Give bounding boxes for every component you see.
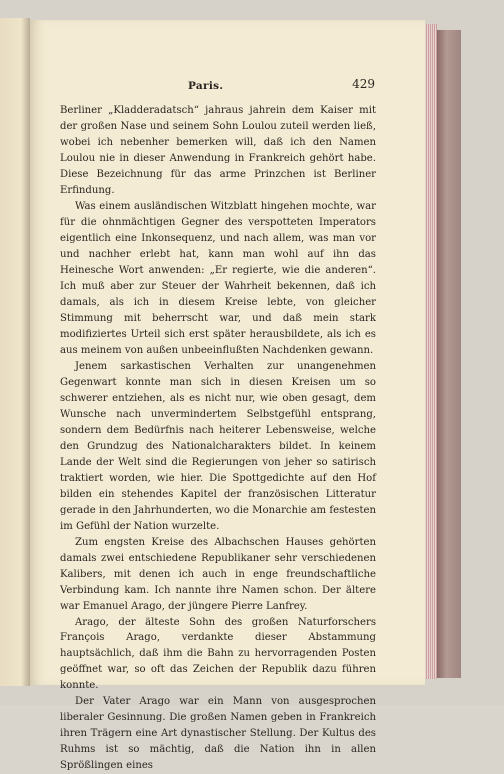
page-block-edge <box>425 24 437 679</box>
paragraph: Was einem ausländischen Witzblatt hingehen mochte, war für die ohnmächtigen Gegner des verspotteten Imperators eigentlich eine Inkonsequenz, und nach allem, was man vor und nachher erlebt hat, kann man wohl auf ihn das Heinesche Wort anwenden: „Er regierte, wie die anderen“. Ich muß aber zur Steuer der Wahrheit bekennen, daß ich damals, als ich in diesem Kreise lebte, von gleicher Stimmung mit beherrscht war, und daß mein stark modifiziertes Urteil sich erst später herausbildete, als ich es aus meinem von außen unbeeinflußten Nachdenken gewann. <box>60 200 376 356</box>
body-text <box>60 103 376 774</box>
facing-page-edge <box>0 18 30 686</box>
book-cover-edge <box>437 30 461 678</box>
paragraph: Berliner „Kladderadatsch“ jahraus jahrein dem Kaiser mit der großen Nase und seinem Sohn Loulou zuteil werden ließ, wobei ich nebenher bemerken will, daß ich den Namen Loulou nie in dieser Anwendung in Frankreich gehört habe. Diese Bezeichnung für das arme Prinzchen ist Berliner Erfindung. <box>60 105 376 196</box>
paragraph: Jenem sarkastischen Verhalten zur unangenehmen Gegenwart konnte man sich in diesen Kreisen um so schwerer entziehen, als es nicht nur, wie oben gesagt, dem Wunsche nach unvermindertem Selbstgefühl entsprang, sondern dem Bedürfnis nach heiterer Lebensweise, welche den Grundzug des Nationalcharakters bildet. In keinem Lande der Welt sind die Regierungen von jeher so satirisch traktiert worden, wie hier. Die Spottgedichte auf den Hof bilden ein stehendes Kapitel der französischen Litteratur gerade in den Jahrhunderten, wo die Monarchie am festesten im Gefühl der Nation wurzelte. <box>60 360 376 532</box>
page-header <box>60 77 375 98</box>
paragraph: Der Vater Arago war ein Mann von ausgesprochen liberaler Gesinnung. Die großen Namen geben in Frankreich ihren Trägern eine Art dynastischer Stellung. Der Kultus des Ruhms ist so mächtig, daß die Nation ihn in allen Sprößlingen eines <box>60 696 376 772</box>
running-head: Paris. <box>188 80 224 92</box>
page-number: 429 <box>352 77 375 91</box>
paragraph: Zum engsten Kreise des Albachschen Hauses gehörten damals zwei entschiedene Republikaner sehr verschiedenen Kalibers, mit denen ich auch in enge freundschaftliche Verbindung kam. Ich nannte ihre Namen schon. Der ältere war Emanuel Arago, der jüngere Pierre Lanfrey. <box>60 536 376 612</box>
paragraph: Arago, der älteste Sohn des großen Naturforschers François Arago, verdankte dieser Abstammung hauptsächlich, daß ihm die Bahn zu hervorragenden Posten geöffnet war, so oft das Zeichen der Republik dazu führen konnte. <box>60 616 376 692</box>
